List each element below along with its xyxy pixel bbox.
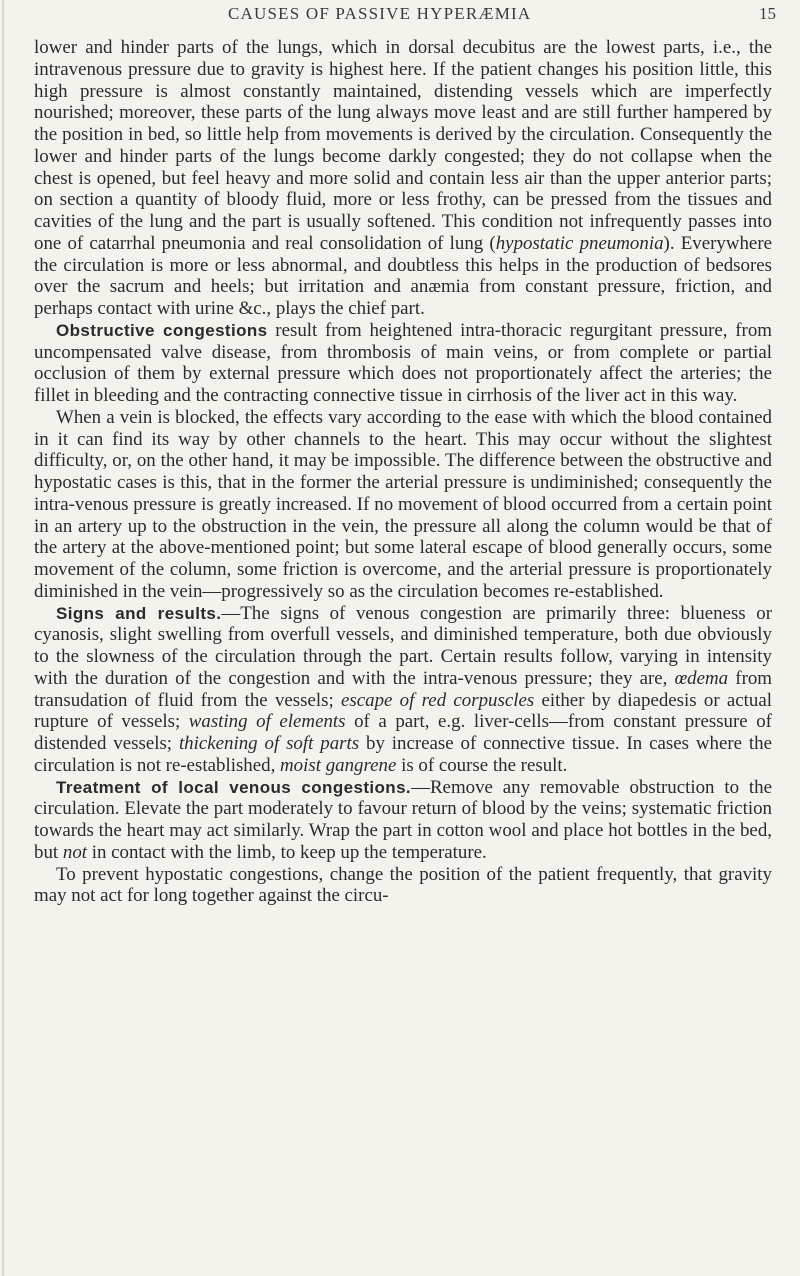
section-heading-signs: Signs and results. [56, 603, 222, 623]
section-heading-obstructive: Obstructive congestions [56, 320, 268, 340]
body-text [34, 37, 772, 907]
paragraph-obstructive: Obstructive congestions result from heightened intra-thoracic regurgitant pressure, from uncompensated valve disease, from thrombosis of main veins, or from complete or partial occlusion of them by external pressure which does not proportionately affect the arteries; the fillet in bleeding and the contracting connective tissue in cirrhosis of the liver act in this way. [34, 319, 772, 406]
page-edge [2, 0, 4, 1276]
paragraph-vein-blocked: When a vein is blocked, the effects vary according to the ease with which the blood contained in it can find its way by other channels to the heart. This may occur without the slightest difficulty, or, on the other hand, it may be impossible. The difference between the obstructive and hypostatic cases is this, that in the former the arterial pressure is undiminished; consequently the intra-venous pressure is greatly increased. If no movement of blood occurred from a certain point in an artery up to the obstruction in the vein, the pressure all along the column would be that of the artery at the above-mentioned point; but some lateral escape of blood generally occurs, some movement of the column, some friction is overcome, and the arterial pressure is proportionately diminished in the vein—progressively so as the circulation becomes re-established. [34, 406, 772, 602]
section-heading-treatment: Treatment of local venous congestions. [56, 777, 412, 797]
term-hypostatic-pneumonia: hypostatic pneumonia [495, 232, 664, 254]
running-head: CAUSES OF PASSIVE HYPERÆMIA [228, 4, 532, 23]
paragraph-treatment: Treatment of local venous congestions.—Remove any removable obstruction to the circulation. Elevate the part moderately to favour return of blood by the veins; systematic friction towards the heart may act similarly. Wrap the part in cotton wool and place hot bottles in the bed, but not in contact with the limb, to keep up the temperature. [34, 776, 772, 863]
paragraph-signs: Signs and results.—The signs of venous congestion are primarily three: blueness or cyanosis, slight swelling from overfull vessels, and diminished temperature, both due obviously to the slowness of the circulation through the part. Certain results follow, varying in intensity with the duration of the congestion and with the intra-venous pressure; they are, œdema from transudation of fluid from the vessels; escape of red corpuscles either by diapedesis or actual rupture of vessels; wasting of elements of a part, e.g. liver-cells—from constant pressure of distended vessels; thickening of soft parts by increase of connective tissue. In cases where the circulation is not re-established, moist gangrene is of course the result. [34, 602, 773, 776]
paragraph-hypostatic: lower and hinder parts of the lungs, which in dorsal decubitus are the lowest parts, i.e., the intravenous pressure due to gravity is highest here. If the patient changes his position little, this high pressure is almost constantly maintained, distending vessels which are imperfectly nourished; moreover, these parts of the lung always move least and are still further hampered by the position in bed, so little help from movements is derived by the circulation. Consequently the lower and hinder parts of the lungs become darkly congested; they do not collapse when the chest is opened, but feel heavy and more solid and contain less air than the upper anterior parts; on section a quantity of bloody fluid, more or less frothy, can be pressed from the tissues and cavities of the lung and the part is usually softened. This condition not infrequently passes into one of catarrhal pneumonia and real consolidation of lung (hypostatic pneumonia). Everywhere the circulation is more or less abnormal, and doubtless this helps in the production of bedsores over the sacrum and heels; but irritation and anæmia from constant pressure, friction, and perhaps contact with urine &c., plays the chief part. [34, 37, 772, 319]
paragraph-prevention: To prevent hypostatic congestions, change the position of the patient frequently, that gravity may not act for long together against the circu- [34, 863, 772, 907]
page-number: 15 [759, 4, 776, 23]
